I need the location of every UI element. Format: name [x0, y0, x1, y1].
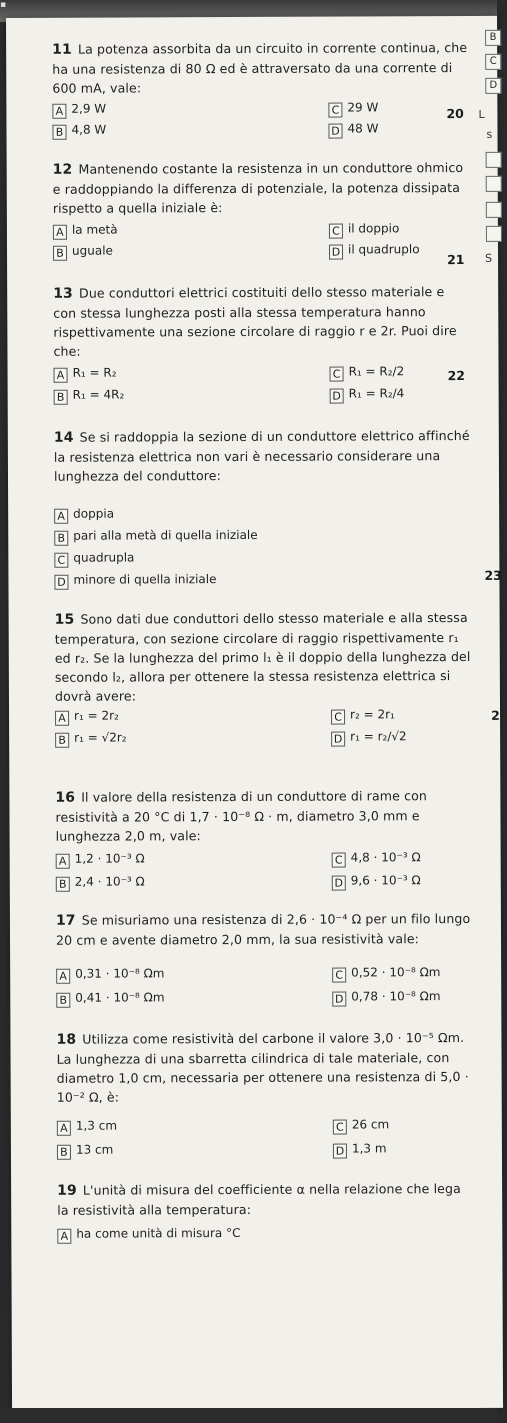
option-letter: A — [52, 104, 66, 119]
option-letter: D — [331, 732, 345, 747]
option-letter: C — [328, 103, 342, 118]
option-text: 2,9 W — [71, 101, 107, 116]
option-18-B[interactable] — [57, 1142, 113, 1160]
option-15-C[interactable] — [331, 706, 395, 724]
option-text: 0,52 · 10⁻⁸ Ωm — [351, 965, 441, 980]
option-letter: A — [57, 1229, 71, 1244]
option-13-A[interactable] — [54, 365, 117, 383]
option-letter: A — [56, 854, 70, 869]
option-letter: C — [54, 553, 68, 568]
option-letter: D — [330, 389, 344, 404]
option-text: 1,2 · 10⁻³ Ω — [74, 851, 145, 866]
question-number: 11 — [52, 41, 72, 58]
option-letter: B — [53, 246, 67, 261]
question-15 — [55, 608, 473, 706]
option-text: 9,6 · 10⁻³ Ω — [350, 873, 421, 888]
option-text: la metà — [71, 222, 118, 237]
option-text: 0,78 · 10⁻⁸ Ωm — [351, 989, 441, 1004]
option-letter: C — [329, 224, 343, 239]
option-letter: B — [57, 1145, 71, 1160]
question-text: Sono dati due conduttori dello stesso materiale e alla stessa temperatura, con sezione circolare di raggio rispettivamente r₁ ed r₂. Se la lunghezza del primo l₁ è il doppio della lunghezza del secondo l₂, allora per ottenere la stessa resistenza elettrica si dovrà avere: — [54, 609, 471, 704]
textbook-page — [6, 16, 503, 1410]
option-16-A[interactable] — [56, 850, 145, 868]
option-12-B[interactable] — [53, 243, 113, 261]
option-12-D[interactable] — [329, 241, 420, 259]
side-question-number: 23 — [484, 567, 502, 583]
side-question-number: 2 — [491, 707, 500, 723]
option-16-C[interactable] — [332, 849, 421, 867]
option-11-C[interactable] — [328, 99, 378, 117]
side-question-number: 20 — [446, 106, 464, 122]
option-text: 48 W — [347, 121, 379, 136]
option-text: ha come unità di misura °C — [76, 1225, 241, 1241]
side-box-b: B — [485, 30, 501, 46]
option-13-D[interactable] — [330, 385, 405, 403]
question-17 — [56, 909, 474, 950]
question-number: 16 — [55, 789, 76, 806]
side-box — [486, 226, 502, 242]
option-11-D[interactable] — [328, 120, 378, 138]
option-15-A[interactable] — [55, 708, 119, 726]
option-text: r₁ = 2r₂ — [74, 708, 119, 723]
option-15-D[interactable] — [331, 728, 407, 746]
option-letter: A — [53, 225, 67, 240]
option-letter: C — [332, 968, 346, 983]
question-stem — [54, 426, 472, 486]
question-text: La potenza assorbita da un circuito in corrente continua, che ha una resistenza di 80 Ω ed è attraversato da una corrente di 600 mA, vale: — [52, 39, 468, 96]
question-stem — [56, 909, 474, 950]
option-text: r₂ = 2r₁ — [350, 707, 395, 722]
option-18-D[interactable] — [333, 1140, 387, 1158]
side-fragment: L — [478, 107, 485, 121]
option-18-C[interactable] — [333, 1116, 389, 1134]
option-letter: B — [54, 390, 68, 405]
option-text: pari alla metà di quella iniziale — [73, 527, 258, 543]
question-number: 12 — [52, 161, 73, 178]
option-text: R₁ = R₂/2 — [348, 364, 405, 379]
option-14-A[interactable] — [54, 506, 114, 524]
option-16-D[interactable] — [332, 872, 421, 890]
question-text: Mantenendo costante la resistenza in un conduttore ohmico e raddoppiando la differenza di potenziale, la potenza dissipata rispetto a quella iniziale è: — [52, 160, 464, 216]
option-letter: A — [57, 1121, 71, 1136]
option-text: quadrupla — [73, 550, 135, 565]
side-box-c: C — [485, 54, 501, 70]
question-number: 19 — [57, 1182, 77, 1199]
question-text: L'unità di misura del coefficiente α nella relazione che lega la resistività alla temperatura: — [57, 1181, 461, 1218]
question-stem — [57, 1179, 475, 1220]
side-box — [486, 152, 502, 168]
option-letter: D — [333, 1144, 347, 1159]
question-stem — [52, 38, 470, 98]
option-letter: D — [329, 245, 343, 260]
option-letter: D — [328, 124, 342, 139]
option-letter: B — [55, 733, 69, 748]
question-number: 17 — [55, 912, 76, 929]
option-13-C[interactable] — [330, 363, 405, 381]
question-stem — [55, 786, 473, 846]
question-text: Il valore della resistenza di un conduttore di rame con resistività a 20 °C di 1,7 · 10⁻⁸ Ω · m, diametro 3,0 mm e lunghezza 2,0 m, vale: — [55, 788, 428, 844]
question-12 — [53, 158, 471, 218]
option-letter: A — [56, 969, 70, 984]
option-14-D[interactable] — [54, 571, 216, 590]
option-letter: B — [56, 993, 70, 1008]
option-15-B[interactable] — [55, 729, 127, 747]
question-13 — [53, 282, 471, 361]
option-text: r₁ = r₂/√2 — [350, 729, 407, 744]
question-stem — [56, 1028, 474, 1107]
option-letter: C — [330, 367, 344, 382]
option-14-B[interactable] — [54, 527, 257, 546]
question-19 — [57, 1179, 475, 1220]
question-stem — [55, 608, 473, 706]
option-text: 29 W — [347, 100, 379, 115]
option-text: R₁ = R₂/4 — [348, 386, 405, 401]
option-letter: C — [333, 1120, 347, 1135]
question-16 — [55, 786, 473, 846]
option-17-D[interactable] — [332, 988, 440, 1006]
option-text: r₁ = √2r₂ — [74, 730, 127, 745]
option-letter: A — [54, 368, 68, 383]
question-18 — [56, 1028, 474, 1107]
option-letter: A — [55, 711, 69, 726]
option-12-C[interactable] — [329, 220, 399, 238]
option-13-B[interactable] — [54, 386, 125, 404]
option-17-B[interactable] — [56, 989, 164, 1007]
option-11-B[interactable] — [52, 122, 106, 140]
option-letter: B — [54, 531, 68, 546]
question-text: Due conduttori elettrici costituiti dello stesso materiale e con stessa lunghezza posti alla stessa temperatura hanno rispettivamente una sezione circolare di raggio r e 2r. Puoi dire che: — [53, 284, 457, 359]
option-letter: B — [56, 877, 70, 892]
question-number: 15 — [54, 611, 75, 628]
option-text: minore di quella iniziale — [73, 572, 217, 587]
question-number: 14 — [53, 429, 74, 446]
option-letter: B — [52, 125, 66, 140]
side-box — [486, 176, 502, 192]
corner-mark: ▪ — [0, 0, 7, 10]
question-number: 18 — [56, 1031, 77, 1048]
option-text: 13 cm — [75, 1142, 114, 1157]
option-16-B[interactable] — [56, 873, 145, 891]
option-text: uguale — [71, 243, 113, 258]
side-box — [486, 202, 502, 218]
question-number: 13 — [53, 285, 73, 302]
option-14-C[interactable] — [54, 549, 134, 567]
option-letter: C — [331, 710, 345, 725]
question-text: Utilizza come resistività del carbone il valore 3,0 · 10⁻⁵ Ωm. La lunghezza di una sbarretta cilindrica di tale materiale, con diametro 1,0 cm, necessaria per ottenere una resistenza di 5,0 · 10⁻² Ω, è: — [56, 1030, 469, 1105]
side-fragment: S — [485, 251, 493, 265]
option-letter: C — [332, 853, 346, 868]
option-text: il quadruplo — [347, 242, 420, 257]
question-14 — [54, 426, 472, 486]
option-11-A[interactable] — [52, 101, 106, 119]
side-fragment: s — [486, 127, 493, 141]
option-letter: A — [54, 509, 68, 524]
question-stem — [53, 158, 471, 218]
option-text: 2,4 · 10⁻³ Ω — [74, 874, 145, 889]
option-text: 1,3 m — [351, 1141, 387, 1156]
bottom-background — [0, 1408, 497, 1423]
question-stem — [53, 282, 471, 361]
option-18-A[interactable] — [57, 1118, 117, 1136]
option-text: 4,8 W — [71, 122, 107, 137]
option-letter: D — [54, 575, 68, 590]
option-text: 0,41 · 10⁻⁸ Ωm — [75, 990, 165, 1005]
option-text: doppia — [73, 506, 115, 521]
option-text: 4,8 · 10⁻³ Ω — [350, 850, 421, 865]
option-17-C[interactable] — [332, 964, 440, 982]
side-question-number: 21 — [447, 252, 465, 268]
question-11 — [52, 38, 470, 98]
option-text: 26 cm — [351, 1117, 390, 1132]
question-text: Se misuriamo una resistenza di 2,6 · 10⁻⁴ Ω per un filo lungo 20 cm e avente diametro 2,0 mm, la sua resistività vale: — [55, 910, 471, 948]
option-text: 0,31 · 10⁻⁸ Ωm — [75, 966, 165, 981]
question-text: Se si raddoppia la sezione di un conduttore elettrico affinché la resistenza elettrica non vari è necessario considerare una lunghezza del conduttore: — [53, 427, 470, 484]
option-19-A[interactable] — [57, 1225, 240, 1244]
option-text: il doppio — [347, 221, 400, 236]
option-letter: D — [332, 876, 346, 891]
option-text: R₁ = R₂ — [72, 365, 117, 380]
option-12-A[interactable] — [53, 222, 118, 240]
side-box-d: D — [485, 78, 501, 94]
option-17-A[interactable] — [56, 965, 164, 983]
option-text: R₁ = 4R₂ — [72, 387, 125, 402]
option-text: 1,3 cm — [75, 1118, 118, 1133]
option-letter: D — [332, 992, 346, 1007]
side-question-number: 22 — [447, 368, 466, 384]
